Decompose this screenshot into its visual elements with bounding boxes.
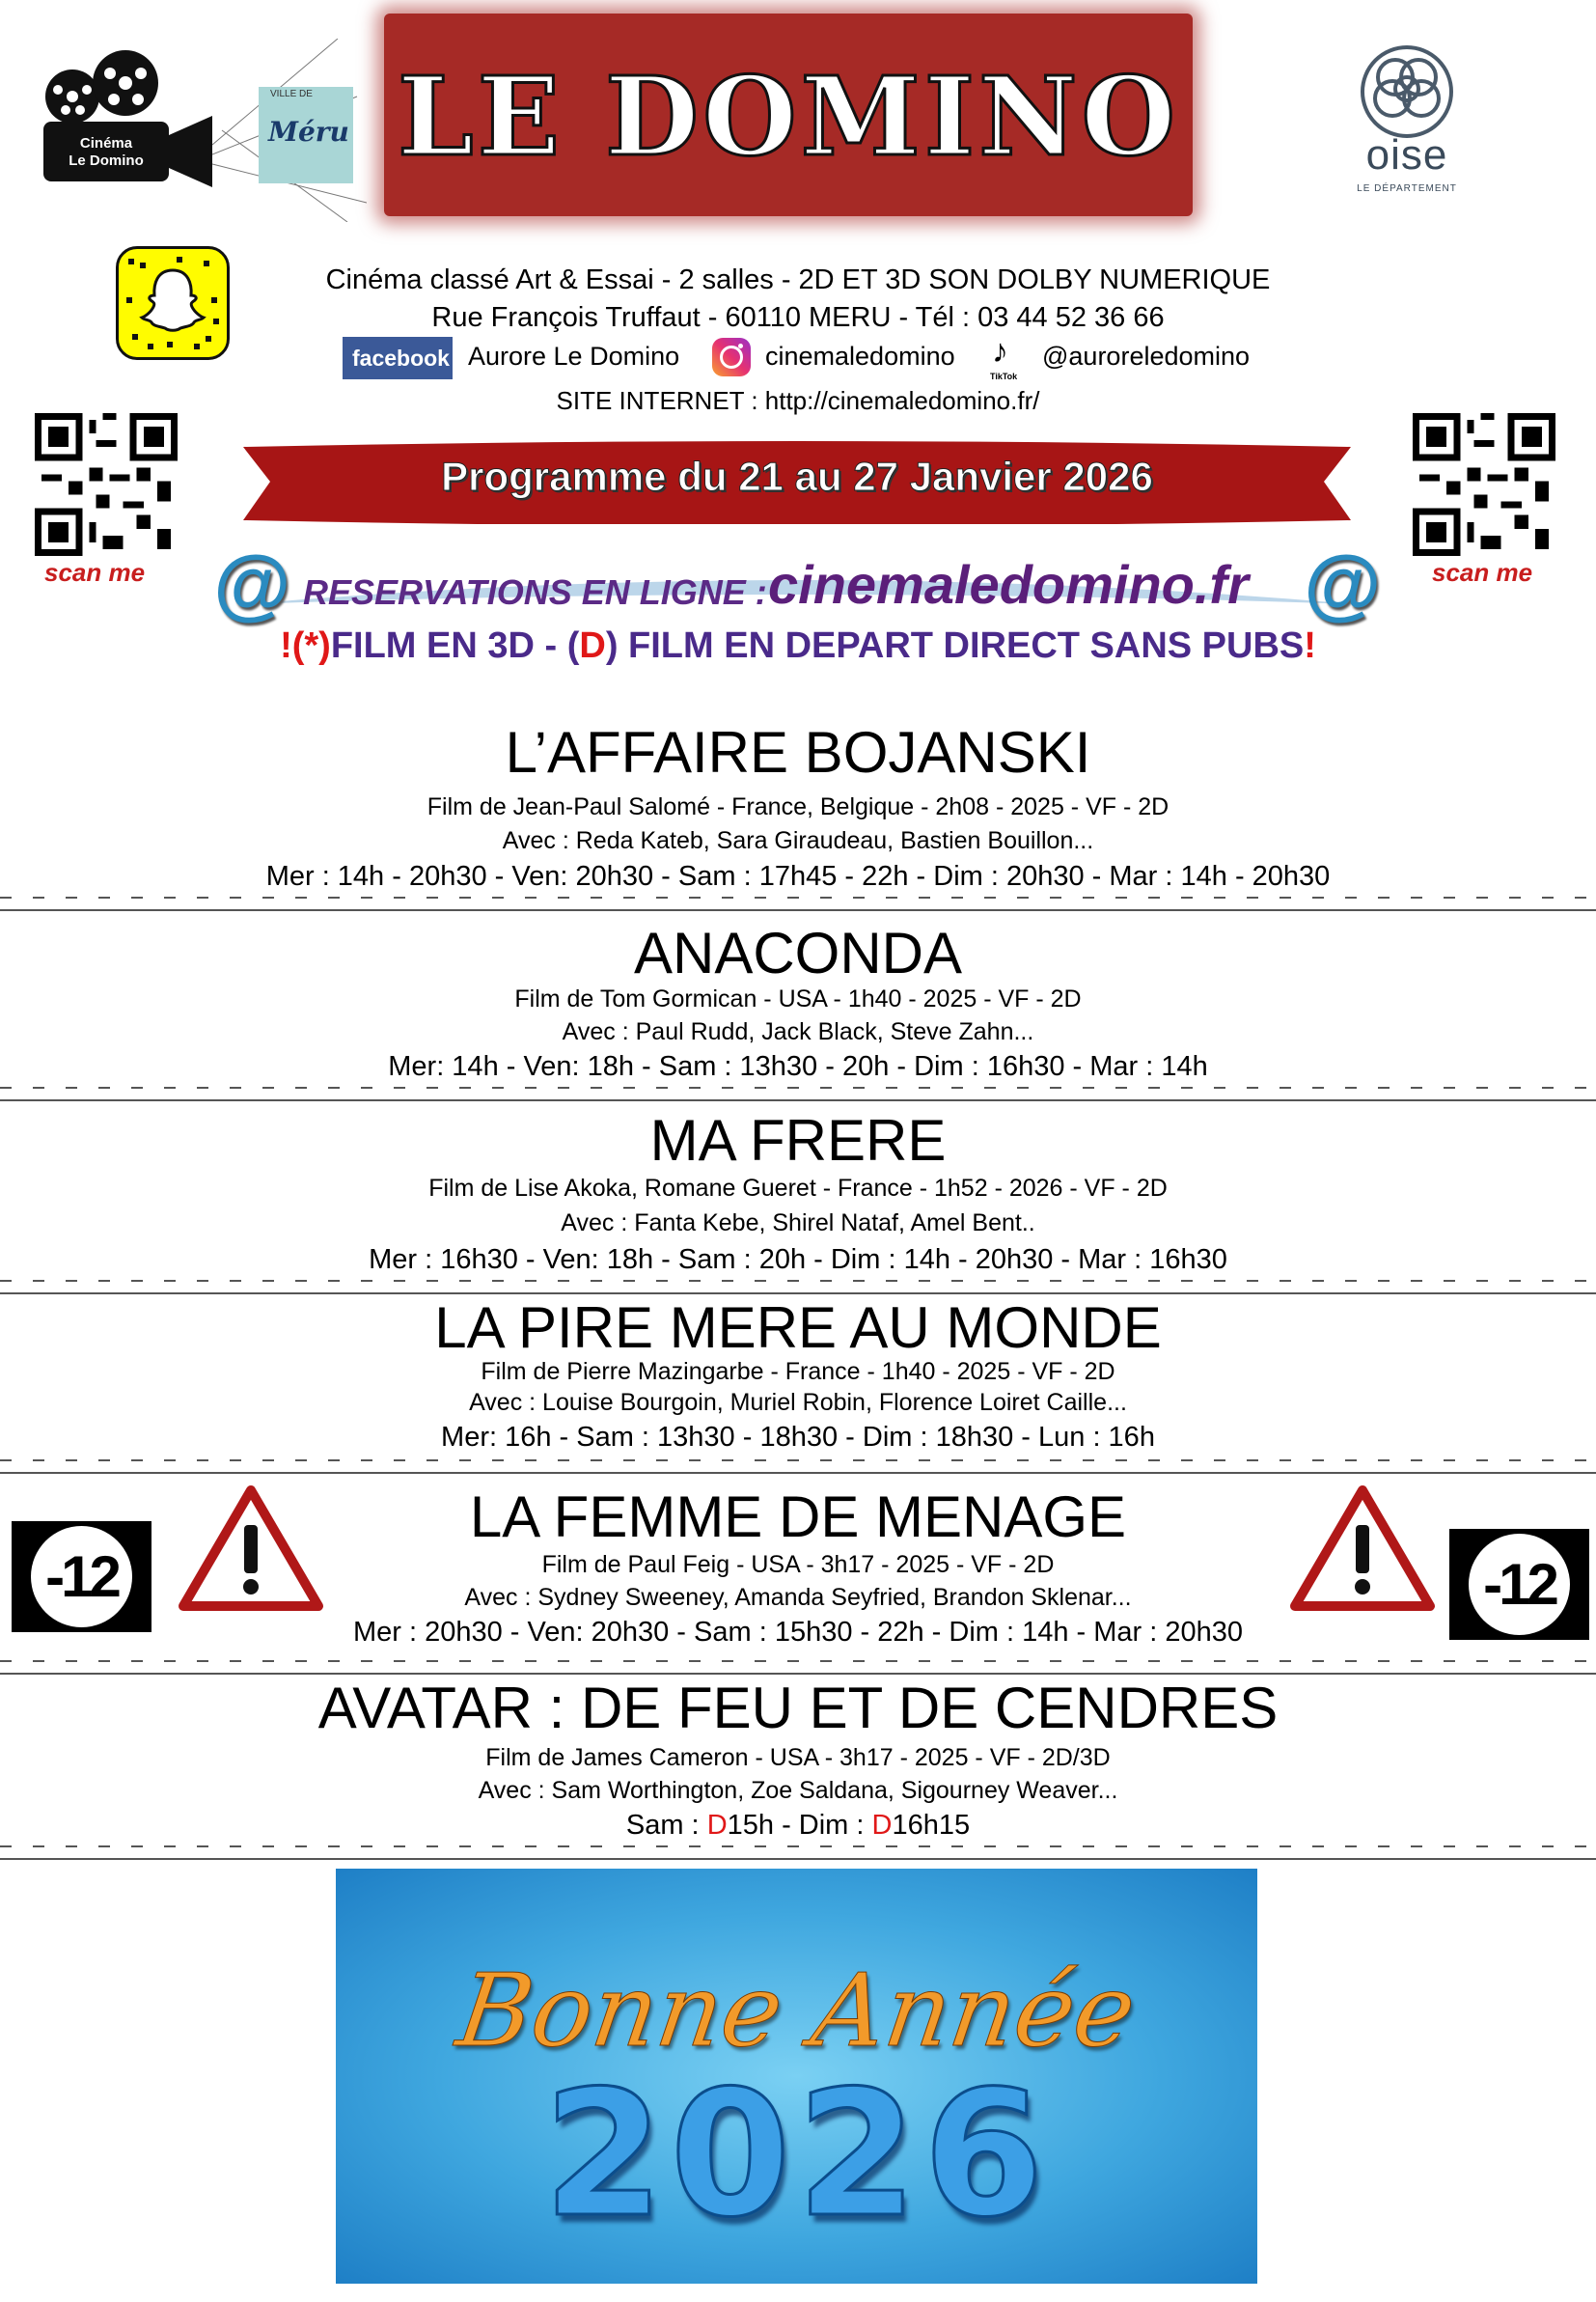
film-director: Film de James Cameron - USA - 3h17 - 2025 - VF - 2D/3D [485, 1744, 1111, 1771]
notice-text: ) FILM EN DEPART DIRECT SANS PUBS [605, 625, 1305, 666]
ville-label: VILLE DE [270, 89, 313, 99]
film-cast: Avec : Reda Kateb, Sara Giraudeau, Bastien Bouillon... [502, 827, 1094, 854]
cinema-logo-text: Cinéma [79, 135, 133, 152]
at-icon-right: @ [1303, 541, 1380, 629]
warning-icon [1289, 1483, 1436, 1614]
meru-logo [212, 39, 367, 222]
qr-code-left[interactable] [35, 413, 178, 556]
film-schedule: Mer : 14h - 20h30 - Ven: 20h30 - Sam : 17h45 - 22h - Dim : 20h30 - Mar : 14h - 20h30 [265, 861, 1331, 892]
tiktok-icon[interactable]: ♪ TikTok [990, 333, 1018, 381]
scan-me-label: scan me [44, 558, 146, 587]
divider [0, 1083, 1596, 1104]
legend-notice [0, 625, 1596, 667]
film-cast: Avec : Fanta Kebe, Shirel Nataf, Amel Bent.. [561, 1209, 1035, 1236]
age-rating-text: -12 [31, 1526, 132, 1627]
page-title: LE DOMINO [397, 54, 1180, 180]
tiktok-account[interactable]: @auroreledomino [1042, 342, 1251, 371]
film-title: MA FRERE [649, 1108, 947, 1173]
info-line-address: Rue François Truffaut - 60110 MERU - Tél : 03 44 52 36 66 [431, 302, 1165, 333]
new-year-greeting: Bonne Année [451, 1952, 1142, 2069]
film-cast: Avec : Sydney Sweeney, Amanda Seyfried, Brandon Sklenar... [464, 1584, 1132, 1611]
film-schedule: Mer: 14h - Ven: 18h - Sam : 13h30 - 20h - Dim : 16h30 - Mar : 14h [388, 1051, 1208, 1082]
facebook-label: facebook [352, 346, 450, 371]
info-line-classification: Cinéma classé Art & Essai - 2 salles - 2D ET 3D SON DOLBY NUMERIQUE [325, 264, 1271, 295]
film-director: Film de Jean-Paul Salomé - France, Belgique - 2h08 - 2025 - VF - 2D [427, 793, 1169, 820]
website-link[interactable]: SITE INTERNET : http://cinemaledomino.fr/ [556, 386, 1040, 415]
notice-bang: ! [1304, 625, 1316, 666]
facebook-icon[interactable] [343, 337, 453, 379]
film-director: Film de Pierre Mazingarbe - France - 1h40 - 2025 - VF - 2D [481, 1358, 1115, 1385]
scan-me-label: scan me [1432, 558, 1533, 587]
film-cast: Avec : Sam Worthington, Zoe Saldana, Sigourney Weaver... [478, 1777, 1118, 1804]
direct-start-marker: D [706, 1810, 728, 1841]
oise-sub: LE DÉPARTEMENT [1357, 183, 1457, 194]
notice-bang: ! [280, 625, 292, 666]
direct-start-marker: D [871, 1810, 893, 1841]
film-director: Film de Tom Gormican - USA - 1h40 - 2025 - VF - 2D [514, 985, 1082, 1012]
reservations-link[interactable]: cinemaledomino.fr [768, 554, 1249, 615]
film-title: LA FEMME DE MENAGE [469, 1484, 1127, 1549]
notice-d-symbol: D [579, 625, 606, 666]
oise-name: oise [1365, 131, 1448, 179]
film-schedule: Mer : 20h30 - Ven: 20h30 - Sam : 15h30 - 22h - Dim : 14h - Mar : 20h30 [352, 1617, 1244, 1648]
film-schedule: Mer: 16h - Sam : 13h30 - 18h30 - Dim : 18h30 - Lun : 16h [441, 1422, 1155, 1453]
schedule-text: Sam : [625, 1810, 707, 1841]
divider [0, 1656, 1596, 1678]
film-director: Film de Lise Akoka, Romane Gueret - France - 1h52 - 2026 - VF - 2D [428, 1175, 1168, 1202]
new-year-number: 2026 [543, 2054, 1050, 2256]
notice-3d-symbol: (*) [291, 625, 331, 666]
schedule-text: 15h - Dim : [727, 1810, 872, 1841]
programme-dates: Programme du 21 au 27 Janvier 2026 [441, 454, 1153, 499]
cinema-logo-text: Le Domino [69, 153, 144, 169]
film-cast: Avec : Louise Bourgoin, Muriel Robin, Florence Loiret Caille... [469, 1389, 1127, 1416]
age-rating-text: -12 [1469, 1534, 1570, 1635]
tiktok-label: TikTok [990, 372, 1018, 381]
ville-name: Méru [268, 116, 349, 148]
instagram-icon[interactable] [712, 338, 751, 376]
film-title: L’AFFAIRE BOJANSKI [505, 720, 1091, 785]
divider [0, 893, 1596, 914]
cinema-logo [29, 46, 222, 191]
at-icon-left: @ [212, 541, 289, 629]
oise-logo [1349, 39, 1494, 203]
film-title: LA PIRE MERE AU MONDE [434, 1295, 1162, 1360]
divider [0, 1276, 1596, 1297]
film-schedule: Mer : 16h30 - Ven: 18h - Sam : 20h - Dim : 14h - 20h30 - Mar : 16h30 [369, 1244, 1227, 1275]
divider [0, 1456, 1596, 1477]
schedule-text: 16h15 [892, 1810, 971, 1841]
film-director: Film de Paul Feig - USA - 3h17 - 2025 - VF - 2D [541, 1551, 1055, 1578]
title-banner [384, 14, 1193, 216]
notice-text: FILM EN 3D - ( [330, 625, 580, 666]
instagram-account[interactable]: cinemaledomino [765, 342, 955, 371]
film-title: AVATAR : DE FEU ET DE CENDRES [317, 1676, 1279, 1740]
age-rating-badge [1449, 1529, 1589, 1640]
reservations-label: RESERVATIONS EN LIGNE : [303, 572, 767, 612]
film-schedule [0, 1811, 1596, 1842]
film-title: ANACONDA [633, 921, 963, 985]
facebook-account[interactable]: Aurore Le Domino [468, 342, 680, 371]
film-cast: Avec : Paul Rudd, Jack Black, Steve Zahn... [562, 1018, 1034, 1045]
qr-code-right[interactable] [1413, 413, 1555, 556]
divider [0, 1842, 1596, 1863]
